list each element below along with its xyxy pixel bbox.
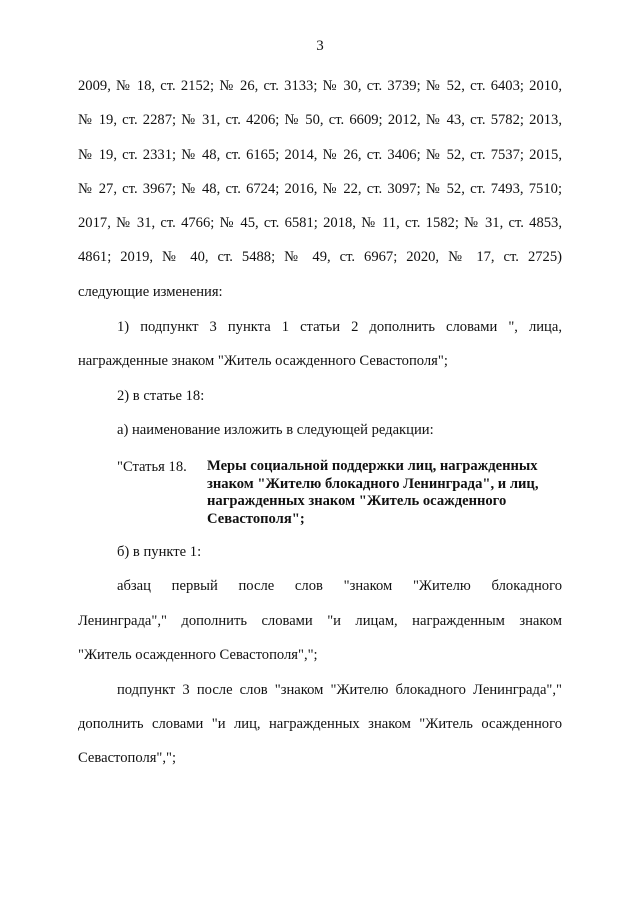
text-line: 4861; 2019, № 40, ст. 5488; № 49, ст. 6967; 2020, № 17, ст. 2725) xyxy=(78,249,562,265)
text-line: абзац первый после слов "знаком "Жителю блокадного xyxy=(117,578,562,594)
text-line: 2009, № 18, ст. 2152; № 26, ст. 3133; № 30, ст. 3739; № 52, ст. 6403; 2010, xyxy=(78,78,562,94)
text-line: Ленинграда"," дополнить словами "и лицам, награжденным знаком xyxy=(78,613,562,629)
text-line: 2) в статье 18: xyxy=(117,388,205,404)
text-line: № 19, ст. 2331; № 48, ст. 6165; 2014, № 26, ст. 3406; № 52, ст. 7537; 2015, xyxy=(78,147,562,163)
text-line: 2017, № 31, ст. 4766; № 45, ст. 6581; 2018, № 11, ст. 1582; № 31, ст. 4853, xyxy=(78,215,562,231)
article-title-line: Меры социальной поддержки лиц, награжденных xyxy=(207,458,538,474)
text-line: следующие изменения: xyxy=(78,284,223,300)
article-label: "Статья 18. xyxy=(117,459,187,475)
article-title xyxy=(207,458,563,528)
text-line: а) наименование изложить в следующей редакции: xyxy=(117,422,434,438)
page-number: 3 xyxy=(316,38,324,54)
article-title-line: знаком "Жителю блокадного Ленинграда", и лиц, xyxy=(207,475,539,492)
text-line: 1) подпункт 3 пункта 1 статьи 2 дополнить словами ", лица, xyxy=(117,319,562,335)
text-line: дополнить словами "и лиц, награжденных знаком "Житель осажденного xyxy=(78,716,562,732)
text-line: б) в пункте 1: xyxy=(117,544,202,560)
text-line: № 27, ст. 3967; № 48, ст. 6724; 2016, № 22, ст. 3097; № 52, ст. 7493, 7510; xyxy=(78,181,562,197)
article-title-line: Севастополя"; xyxy=(207,510,305,527)
text-line: награжденные знаком "Житель осажденного Севастополя"; xyxy=(78,353,448,369)
text-line: "Житель осажденного Севастополя","; xyxy=(78,647,318,663)
text-line: подпункт 3 после слов "знаком "Жителю блокадного Ленинграда"," xyxy=(117,682,562,698)
text-line: Севастополя","; xyxy=(78,750,177,766)
article-title-line: награжденных знаком "Житель осажденного xyxy=(207,493,507,509)
text-line: № 19, ст. 2287; № 31, ст. 4206; № 50, ст. 6609; 2012, № 43, ст. 5782; 2013, xyxy=(78,112,562,128)
